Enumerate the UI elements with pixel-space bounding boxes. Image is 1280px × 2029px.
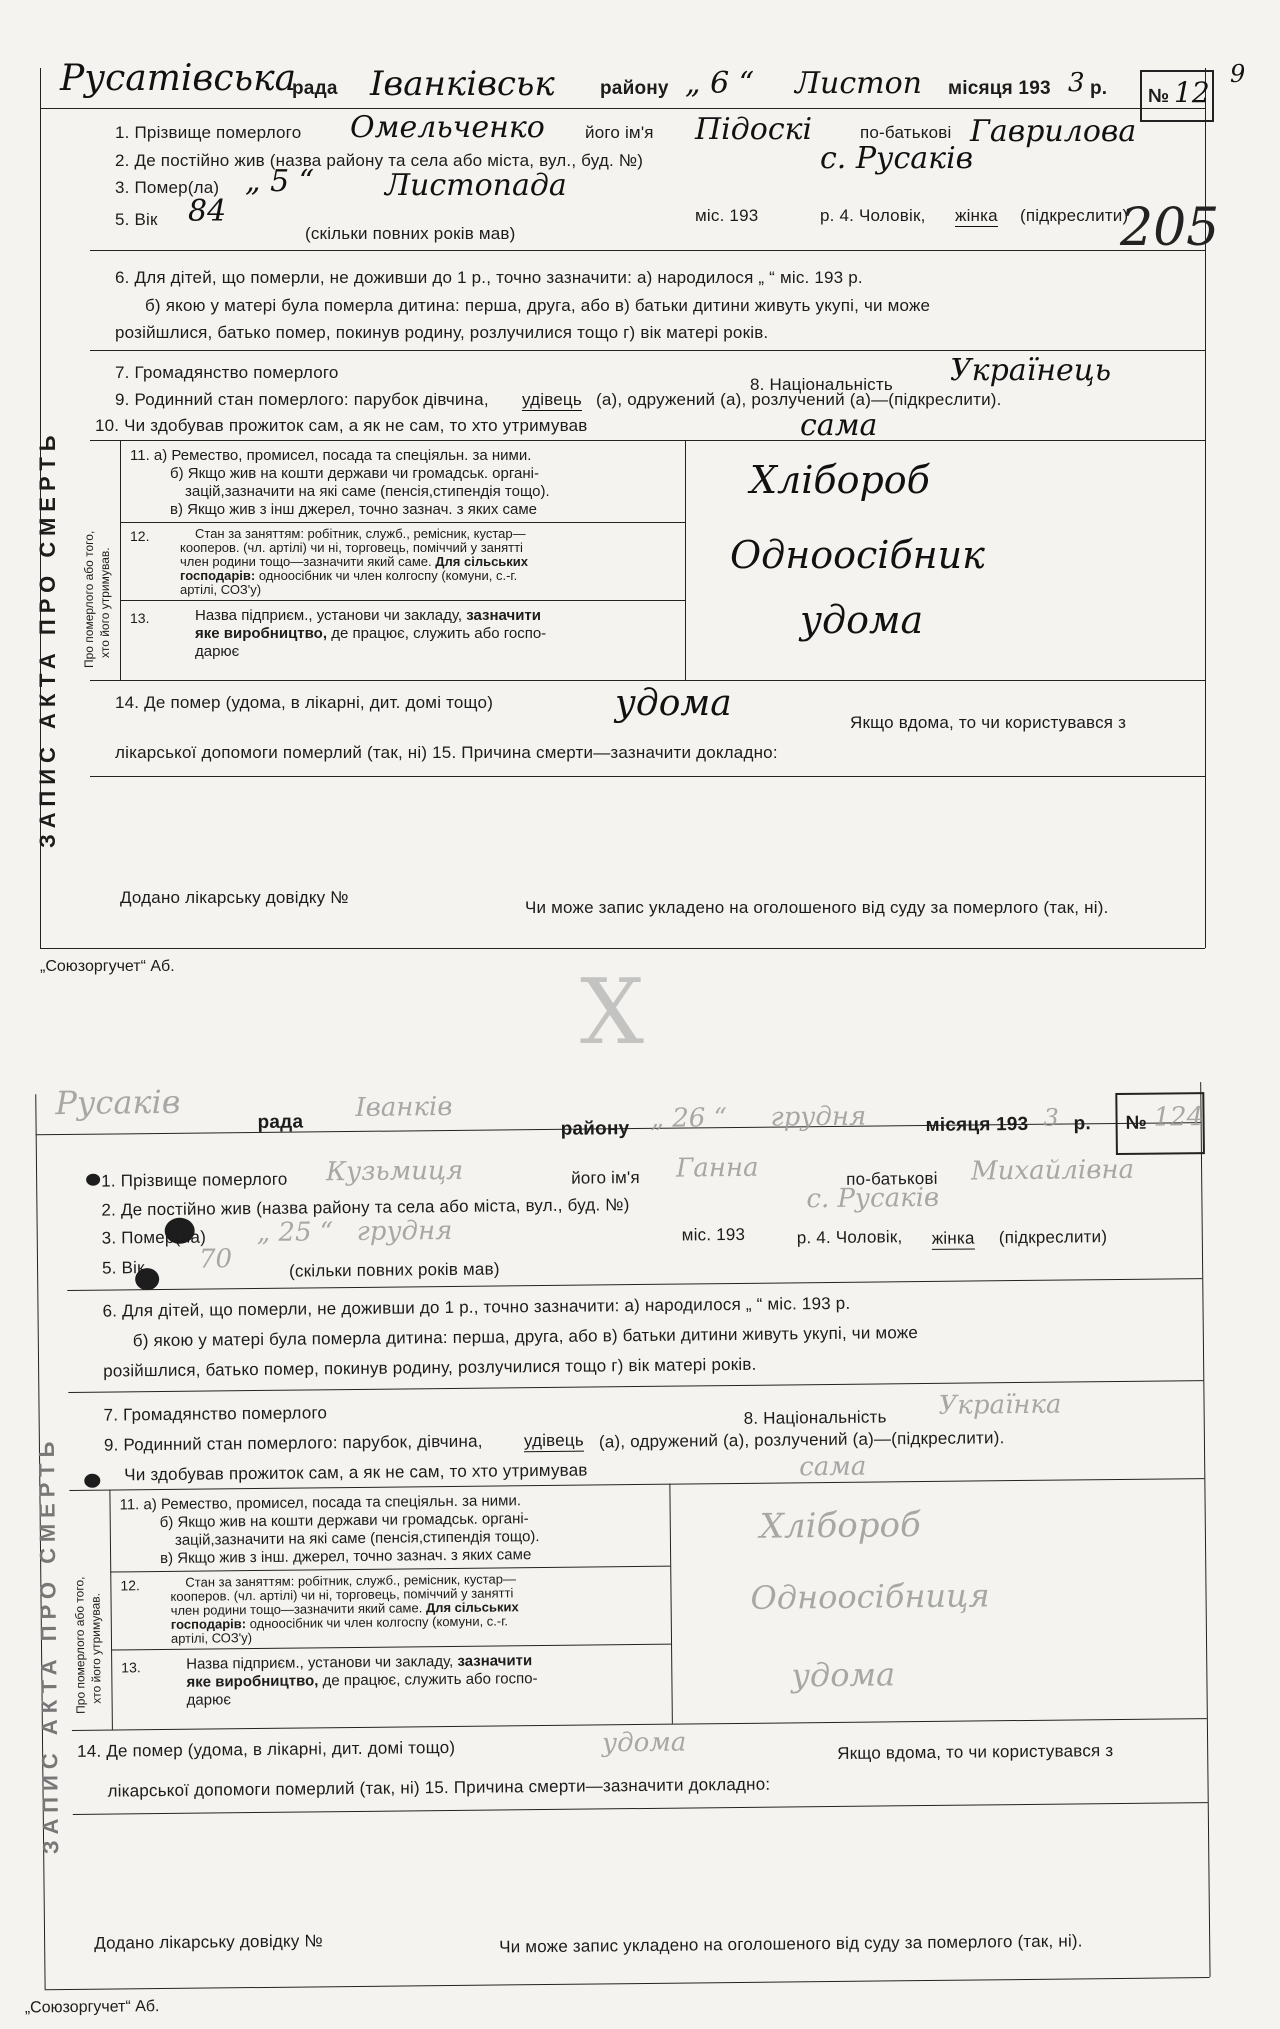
residence-handwritten: с. Русаків: [806, 1182, 940, 1215]
r12-line-4: господарів: одноосібник чи член колгоспу (комуни, с.-г.: [170, 1613, 509, 1632]
side-sub-2: хто його утримував.: [88, 1593, 104, 1704]
r3-tail: (підкреслити): [1020, 206, 1129, 225]
death-day-handwritten: „ 25 “: [256, 1217, 334, 1248]
name-handwritten: Підоскі: [695, 112, 813, 147]
side-sub-1: Про померлого або того,: [72, 1576, 88, 1714]
r14-label: 14. Де помер (удома, в лікарні, дит. домі тощо): [77, 1737, 456, 1761]
r11-b1: б) Якщо жив на кошти держави чи громадськ. органі-: [159, 1510, 529, 1532]
r6-line-3: розійшлися, батько помер, покинув родину, розлучилися тощо г) вік матері років.: [115, 323, 769, 342]
r9-widow: удівець: [523, 1430, 584, 1451]
surname-handwritten: Омельченко: [350, 110, 545, 145]
rada-label: рада: [292, 78, 338, 99]
r6-line-2: б) якою у матері була померла дитина: перша, друга, або в) батьки дитини живуть укупі, чи може: [145, 296, 931, 315]
r11-a: 11. а) Ремество, промисел, посада та спеціяльн. за ними.: [130, 447, 532, 464]
r11-b2: зацій,зазначити на які саме (пенсія,стипендія тощо).: [174, 1528, 540, 1549]
r11-b1: б) Якщо жив на кошти держави чи громадськ. органі-: [170, 465, 539, 482]
added-label: Додано лікарську довідку №: [94, 1931, 323, 1953]
r3-tail: (підкреслити): [998, 1227, 1108, 1248]
r13-line-2: яке виробництво, де працює, служить або госпо-: [186, 1670, 538, 1691]
r12-line-3: член родини тощо—зазначити який саме. Для сільських: [180, 554, 529, 569]
record-number: 12: [1174, 76, 1210, 109]
record-day: „ 6 “: [685, 66, 755, 101]
record-number-box: [1115, 1092, 1205, 1155]
divider: [73, 1802, 1208, 1815]
frame-line: [40, 948, 1205, 949]
r3-end: р. 4. Чоловік,: [820, 206, 926, 225]
surname-handwritten: Кузьмиця: [325, 1155, 464, 1188]
r7-label: 7. Громадянство померлого: [103, 1403, 328, 1425]
workplace-handwritten: удома: [791, 1655, 896, 1695]
year-digit: 3: [1043, 1103, 1059, 1132]
side-title: ЗАПИС АКТА ПРО СМЕРТЬ: [33, 1435, 64, 1855]
r2-label: 2. Де постійно жив (назва району та села або міста, вул., буд. №): [115, 151, 644, 170]
r3-female: жінка: [955, 206, 998, 225]
frame-line: [45, 1977, 1210, 1990]
r3-female: жінка: [931, 1228, 975, 1248]
rada-label: рада: [257, 1111, 304, 1133]
r3-end: р. 4. Чоловік,: [796, 1227, 903, 1248]
r14-tail: Якщо вдома, то чи користувався з: [850, 713, 1127, 732]
r12-line-5: артілі, СОЗ'у): [170, 1630, 253, 1646]
r1-name-label: його ім'я: [571, 1167, 640, 1188]
frame-line: [40, 108, 1205, 109]
r13-num: 13.: [121, 1659, 141, 1676]
death-record-form-2: [25, 1062, 1255, 2029]
divider: [90, 350, 1205, 351]
r13-line-1: Назва підприєм., установи чи закладу, зазначити: [186, 1652, 533, 1673]
r1-label: 1. Прізвище померлого: [115, 123, 302, 142]
divider: [67, 1278, 1202, 1291]
r8-label: 8. Національність: [750, 375, 893, 394]
r1-label: 1. Прізвище померлого: [101, 1169, 288, 1191]
r5-tail: (скільки повних років мав): [289, 1259, 500, 1281]
occupation-handwritten: Хлібороб: [759, 1505, 921, 1547]
r12-line-3: член родини тощо—зазначити який саме. Для сільських: [170, 1599, 519, 1618]
r12-num: 12.: [130, 528, 150, 544]
r9-label: 9. Родинний стан померлого: парубок дівчина,: [115, 390, 489, 409]
r11-c: в) Якщо жив з інш. джерел, точно зазнач. з яких саме: [160, 1546, 532, 1568]
record-number: 124: [1153, 1102, 1204, 1133]
r12-line-1: Стан за заняттям: робітник, служб., ремісник, кустар—: [195, 526, 526, 541]
ink-blot: [84, 1474, 100, 1488]
r12-num: 12.: [120, 1577, 140, 1594]
r3-label: 3. Помер(ла): [115, 178, 220, 197]
cross-mark: Х: [580, 960, 645, 1065]
r12-line-1: Стан за заняттям: робітник, служб., ремісник, кустар—: [185, 1571, 517, 1590]
table-line: [669, 1484, 673, 1724]
r9-tail: (а), одружений (а), розлучений (а)—(підкреслити).: [598, 1428, 1005, 1452]
divider: [90, 776, 1205, 777]
r1-patronymic-label: по-батькові: [860, 123, 952, 142]
number-sign: №: [1148, 86, 1170, 107]
r2-label: 2. Де постійно жив (назва району та села або міста, вул., буд. №): [101, 1195, 630, 1220]
corner-mark: 9: [1230, 60, 1246, 88]
r1-name-label: його ім'я: [585, 123, 654, 142]
frame-line: [1200, 1082, 1210, 1977]
table-line: [120, 440, 121, 680]
r7-label: 7. Громадянство померлого: [115, 363, 339, 382]
r14-tail: Якщо вдома, то чи користувався з: [837, 1741, 1114, 1763]
table-line: [120, 600, 685, 601]
r9-label: 9. Родинний стан померлого: парубок, дівчина,: [103, 1431, 483, 1455]
divider: [90, 680, 1205, 681]
raion-label: району: [600, 78, 669, 99]
status-handwritten: Одноосібник: [730, 533, 985, 577]
side-title: ЗАПИС АКТА ПРО СМЕРТЬ: [35, 429, 60, 848]
r15-line: лікарської допомоги померлий (так, ні) 15. Причина смерти—зазначити докладно:: [107, 1774, 771, 1801]
r12-line-4: господарів: одноосібник чи член колгоспу (комуни, с.-г.: [180, 568, 518, 583]
r13-num: 13.: [130, 610, 150, 626]
r3-mid: міс. 193: [681, 1224, 746, 1245]
death-day-handwritten: „ 5 “: [245, 164, 315, 199]
year-digit: 3: [1068, 68, 1085, 98]
workplace-handwritten: удома: [800, 598, 924, 642]
r5-tail: (скільки повних років мав): [305, 224, 516, 243]
table-line: [685, 440, 686, 680]
nationality-handwritten: Українець: [950, 353, 1112, 388]
age-handwritten: 70: [198, 1244, 233, 1275]
r9-widow: удівець: [522, 390, 582, 409]
month-label: місяця 193: [925, 1113, 1029, 1136]
death-month-handwritten: грудня: [356, 1215, 453, 1247]
court-label: Чи може запис укладено на оголошеного від суду за померлого (так, ні).: [499, 1931, 1083, 1957]
status-handwritten: Одноосібниця: [750, 1576, 990, 1617]
table-line: [109, 1490, 113, 1730]
footer-publisher: „Союзоргучет“ Аб.: [24, 1998, 160, 2017]
place-of-death-handwritten: удома: [601, 1727, 687, 1759]
r12-line-2: кооперов. (чл. артілі) чи ні, торговець, поміччий у занятті: [180, 540, 523, 555]
year-r-label: р.: [1090, 78, 1108, 99]
month-label: місяця 193: [948, 78, 1051, 99]
raion-label: району: [560, 1118, 630, 1140]
r6-line-1: 6. Для дітей, що померли, не доживши до 1 р., точно зазначити: а) народилося „ “ міс. 193 р.: [102, 1293, 851, 1321]
nationality-handwritten: Українка: [938, 1389, 1062, 1421]
added-label: Додано лікарську довідку №: [120, 888, 349, 907]
footer-publisher: „Союзоргучет“ Аб.: [40, 958, 175, 975]
raion-handwritten: Іванків: [355, 1091, 453, 1123]
number-sign: №: [1125, 1112, 1148, 1134]
r13-line-3: дарює: [186, 1691, 232, 1709]
place-of-death-handwritten: удома: [615, 683, 732, 724]
occupation-handwritten: Хлібороб: [750, 458, 930, 502]
table-line: [120, 522, 685, 523]
r11-b2: зацій,зазначити на які саме (пенсія,стипендія тощо).: [185, 483, 550, 500]
ink-blot: [86, 1174, 100, 1186]
patronymic-handwritten: Михайлівна: [970, 1154, 1135, 1187]
r9-tail: (а), одружений (а), розлучений (а)—(підкреслити).: [596, 390, 1002, 409]
divider: [90, 250, 1205, 251]
r15-line: лікарської допомоги померлий (так, ні) 15. Причина смерти—зазначити докладно:: [115, 743, 778, 762]
provider-handwritten: сама: [799, 1451, 867, 1483]
table-line: [110, 1566, 670, 1573]
year-r-label: р.: [1073, 1113, 1092, 1135]
r12-line-2: кооперов. (чл. артілі) чи ні, торговець, поміччий у занятті: [170, 1585, 514, 1604]
r3-label: 3. Помер(ла): [101, 1227, 207, 1248]
provider-handwritten: сама: [800, 408, 878, 443]
r10-label: 10. Чи здобував прожиток сам, а як не сам, то хто утримував: [95, 416, 588, 435]
r3-mid: міс. 193: [695, 206, 759, 225]
r11-a: 11. а) Ремество, промисел, посада та спеціяльн. за ними.: [119, 1492, 522, 1514]
side-sub-1: Про померлого або того,: [82, 530, 96, 668]
court-label: Чи може запис укладено на оголошеного від суду за померлого (так, ні).: [525, 898, 1109, 917]
patronymic-handwritten: Гаврилова: [970, 114, 1137, 149]
r5-label: 5. Вік: [115, 210, 158, 229]
r12-line-5: артілі, СОЗ'у): [180, 582, 262, 597]
r13-line-1: Назва підприєм., установи чи закладу, зазначити: [195, 607, 541, 624]
age-handwritten: 84: [188, 194, 227, 229]
r13-line-2: яке виробництво, де працює, служить або госпо-: [195, 625, 547, 642]
r1-patronymic-label: по-батькові: [846, 1168, 938, 1189]
selsovet-handwritten: Русатівська: [60, 58, 297, 99]
r10-label: Чи здобував прожиток сам, а як не сам, то хто утримував: [124, 1460, 588, 1485]
side-sub-2: хто його утримував.: [98, 547, 112, 658]
record-month: Листоп: [795, 66, 922, 101]
record-number-box: [1140, 70, 1214, 122]
r14-label: 14. Де помер (удома, в лікарні, дит. домі тощо): [115, 693, 494, 712]
selsovet-handwritten: Русаків: [55, 1082, 181, 1123]
r11-c: в) Якщо жив з інш джерел, точно зазнач. з яких саме: [170, 501, 537, 518]
residence-handwritten: с. Русаків: [820, 141, 974, 176]
raion-handwritten: Іванківськ: [370, 64, 555, 104]
death-month-handwritten: Листопада: [385, 168, 567, 203]
margin-number: 205: [1120, 198, 1220, 258]
r6-line-3: розійшлися, батько помер, покинув родину, розлучилися тощо г) вік матері років.: [103, 1354, 757, 1381]
r6-line-2: б) якою у матері була померла дитина: перша, друга, або в) батьки дитини живуть укупі, чи може: [132, 1323, 919, 1351]
r8-label: 8. Національність: [743, 1407, 887, 1428]
divider: [90, 440, 1205, 441]
death-record-form-1: [30, 28, 1250, 978]
r13-line-3: дарює: [195, 643, 240, 660]
record-month: грудня: [770, 1101, 867, 1133]
r6-line-1: 6. Для дітей, що померли, не доживши до 1 р., точно зазначити: а) народилося „ “ міс. 193 р.: [115, 268, 863, 287]
r5-label: 5. Вік: [101, 1258, 145, 1278]
name-handwritten: Ганна: [675, 1152, 759, 1184]
record-day: „ 26 “: [650, 1103, 728, 1134]
